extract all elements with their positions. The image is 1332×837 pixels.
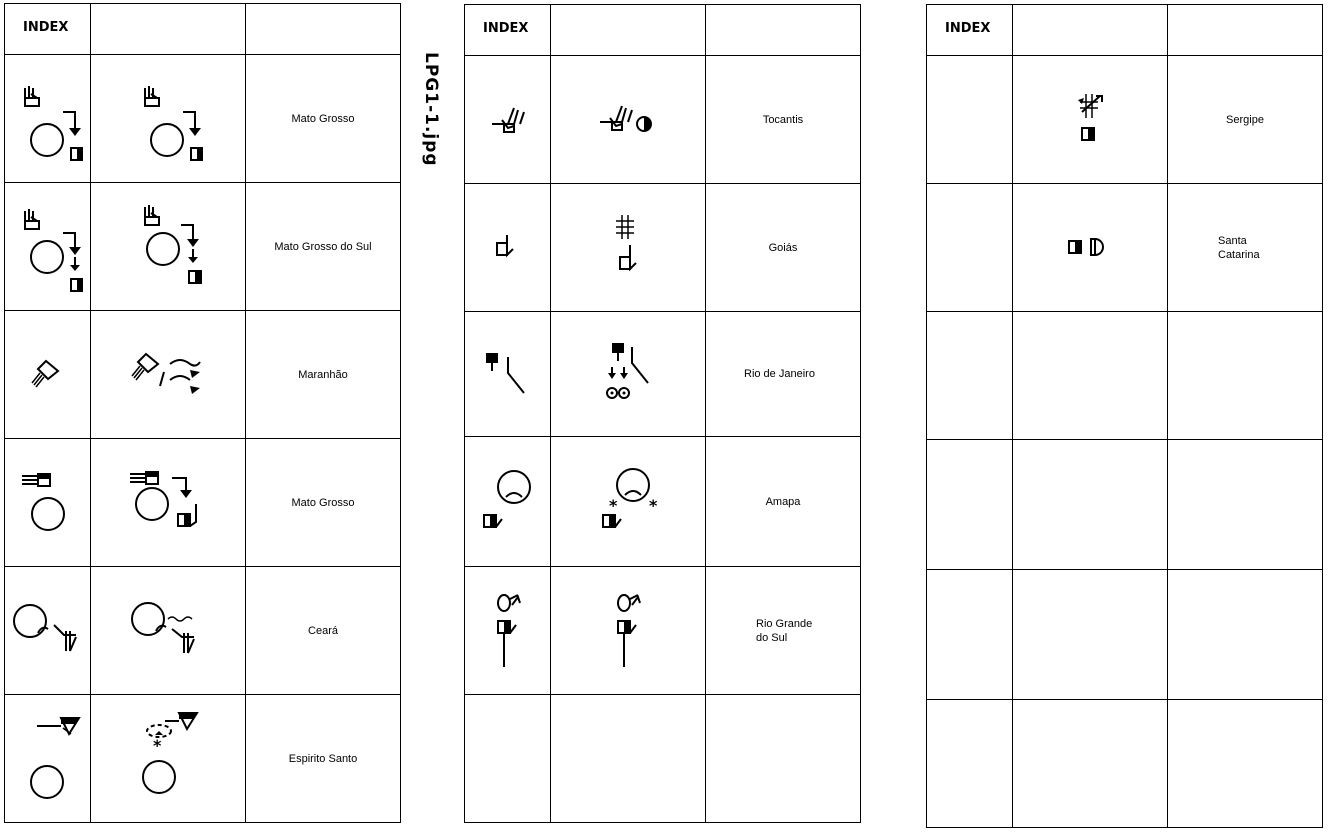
state-label: Espirito Santo bbox=[288, 752, 358, 765]
fan-hook-halfmoon-symbol bbox=[598, 100, 658, 140]
table-row bbox=[5, 183, 401, 311]
state-label: Rio de Janeiro bbox=[744, 368, 815, 380]
state-label: Mato Grosso bbox=[291, 496, 355, 509]
index-header: INDEX bbox=[483, 21, 529, 36]
double-arrow-box-symbol bbox=[1070, 90, 1110, 150]
filled-square-arrows-targets-symbol bbox=[598, 339, 658, 409]
svg-text:*: * bbox=[649, 495, 658, 515]
table-row bbox=[927, 570, 1323, 700]
table-row bbox=[465, 567, 861, 695]
state-label: Mato Grosso do Sul bbox=[274, 240, 372, 253]
state-label: Santa Catarina bbox=[1218, 234, 1260, 261]
table-row bbox=[5, 439, 401, 567]
file-name-label: LPG1-1.jpg bbox=[421, 52, 441, 167]
diamond-hatch-symbol bbox=[28, 355, 68, 395]
table-row bbox=[927, 440, 1323, 570]
box-hook-symbol bbox=[493, 233, 523, 263]
state-label: Tocantis bbox=[762, 113, 804, 126]
state-label: Goiás bbox=[768, 241, 798, 254]
state-label: Rio Grande do Sul bbox=[756, 617, 813, 644]
table-row bbox=[465, 695, 861, 823]
hand-double-arrow-circle-symbol bbox=[133, 197, 203, 297]
table-row bbox=[927, 312, 1323, 440]
ladder-box-hook-symbol bbox=[608, 213, 648, 283]
table-row bbox=[465, 312, 861, 437]
hand-double-arrow-circle-symbol bbox=[13, 197, 83, 297]
state-label: Ceará bbox=[308, 624, 338, 637]
filled-square-slash-symbol bbox=[478, 349, 538, 399]
circle-hook-symbol bbox=[10, 601, 86, 661]
loop-box-stick-symbol bbox=[608, 591, 648, 671]
diamond-hatch-wave-symbol bbox=[128, 350, 208, 400]
table-row bbox=[465, 184, 861, 312]
table-row bbox=[927, 700, 1323, 828]
loop-box-stick-symbol bbox=[488, 591, 528, 671]
circle-wave-hook-symbol bbox=[130, 601, 206, 661]
table-row bbox=[465, 56, 861, 184]
face-stars-box-symbol bbox=[593, 467, 663, 537]
index-header: INDEX bbox=[23, 20, 69, 35]
state-label: Mato Grosso bbox=[291, 112, 355, 125]
table-row bbox=[927, 184, 1323, 312]
state-label: Sergipe bbox=[1226, 113, 1264, 126]
face-box-symbol bbox=[478, 467, 538, 537]
box-bracket-symbol bbox=[1065, 233, 1115, 263]
symbol-table-3 bbox=[926, 4, 1323, 828]
fan-hook-symbol bbox=[488, 100, 528, 140]
arrow-flag-circle-symbol bbox=[13, 714, 83, 804]
table-row bbox=[5, 55, 401, 183]
table-row bbox=[5, 567, 401, 695]
svg-text:*: * bbox=[609, 495, 618, 515]
table-row bbox=[465, 437, 861, 567]
index-header: INDEX bbox=[945, 21, 991, 36]
arrow-flag-star-circle-symbol bbox=[133, 709, 203, 809]
state-label: Amapa bbox=[765, 495, 801, 508]
table-row bbox=[5, 695, 401, 823]
hand-arrow-circle-symbol bbox=[13, 74, 83, 164]
hand-arrow-circle-symbol bbox=[133, 74, 203, 164]
state-label: Maranhão bbox=[298, 368, 348, 381]
table-row bbox=[927, 56, 1323, 184]
flag-circle-arrow-symbol bbox=[128, 468, 208, 538]
symbol-table-2 bbox=[464, 4, 861, 823]
symbol-table-1 bbox=[4, 3, 401, 823]
svg-text:*: * bbox=[153, 735, 162, 755]
table-row bbox=[5, 311, 401, 439]
flag-circle-symbol bbox=[18, 468, 78, 538]
